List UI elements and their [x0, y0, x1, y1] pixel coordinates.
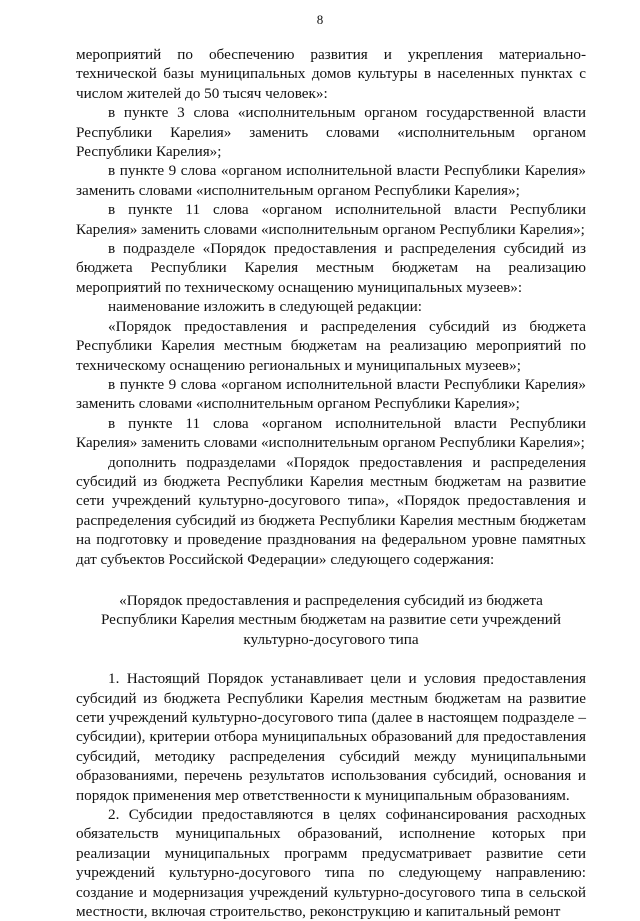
paragraph: 2. Субсидии предоставляются в целях софинансирования расходных обязательств муниципальных образований, исполнение которых при реализации муниципальных программ предусматривает развитие сети учреждений культурно-досугового типа по следующему направлению: создание и модернизация учреждений культурно-досугового типа в сельской местности, включая строительство, реконструкцию и капитальный ремонт: [76, 806, 586, 921]
page-number: 8: [316, 12, 324, 27]
document-body: [76, 45, 586, 921]
paragraph: мероприятий по обеспечению развития и укрепления материально-технической базы муниципальных домов культуры в населенных пунктах с числом жителей до 50 тысяч человек»:: [76, 46, 586, 102]
paragraph: в пункте 9 слова «органом исполнительной власти Республики Карелия» заменить словами «исполнительным органом Республики Карелия»;: [76, 162, 586, 199]
heading-line: культурно-досугового типа: [243, 630, 419, 648]
paragraphs-before: [76, 45, 586, 569]
section-heading: [76, 591, 586, 649]
paragraph: дополнить подразделами «Порядок предоставления и распределения субсидий из бюджета Республики Карелия местным бюджетам на развитие сети учреждений культурно-досугового типа», «Порядок предоставления и распределения субсидий из бюджета Республики Карелия местным бюджетам на подготовку и проведение празднования на федеральном уровне памятных дат субъектов Российской Федерации» следующего содержания:: [76, 453, 586, 568]
paragraph: в пункте 9 слова «органом исполнительной власти Республики Карелия» заменить словами «исполнительным органом Республики Карелия»;: [76, 375, 586, 413]
paragraph: в подразделе «Порядок предоставления и распределения субсидий из бюджета Республики Карелия местным бюджетам на реализацию мероприятий по техническому оснащению муниципальных музеев»:: [76, 240, 586, 296]
paragraph: в пункте 3 слова «исполнительным органом государственной власти Республики Карелия» заменить словами «исполнительным органом Республики Карелия»;: [76, 104, 586, 161]
paragraphs-after: [76, 669, 586, 921]
heading-line: «Порядок предоставления и распределения субсидий из бюджета: [119, 591, 543, 609]
paragraph: в пункте 11 слова «органом исполнительной власти Республики Карелия» заменить словами «исполнительным органом Республики Карелия»;: [76, 201, 586, 238]
paragraph: в пункте 11 слова «органом исполнительной власти Республики Карелия» заменить словами «исполнительным органом Республики Карелия»;: [76, 414, 586, 452]
paragraph: наименование изложить в следующей редакции:: [108, 298, 422, 316]
paragraph: 1. Настоящий Порядок устанавливает цели и условия предоставления субсидий из бюджета Республики Карелия местным бюджетам на развитие сети учреждений культурно-досугового типа (далее в настоящем подразделе – субсидии), критерии отбора муниципальных образований для предоставления субсидий, методику распределения субсидий между муниципальными образованиями, перечень результатов использования субсидий, основания и порядок применения мер ответственности к муниципальным образованиям.: [76, 670, 586, 804]
paragraph: «Порядок предоставления и распределения субсидий из бюджета Республики Карелия местным бюджетам на реализацию мероприятий по техническому оснащению региональных и муниципальных музеев»;: [76, 317, 586, 374]
heading-line: Республики Карелия местным бюджетам на развитие сети учреждений: [100, 611, 562, 629]
